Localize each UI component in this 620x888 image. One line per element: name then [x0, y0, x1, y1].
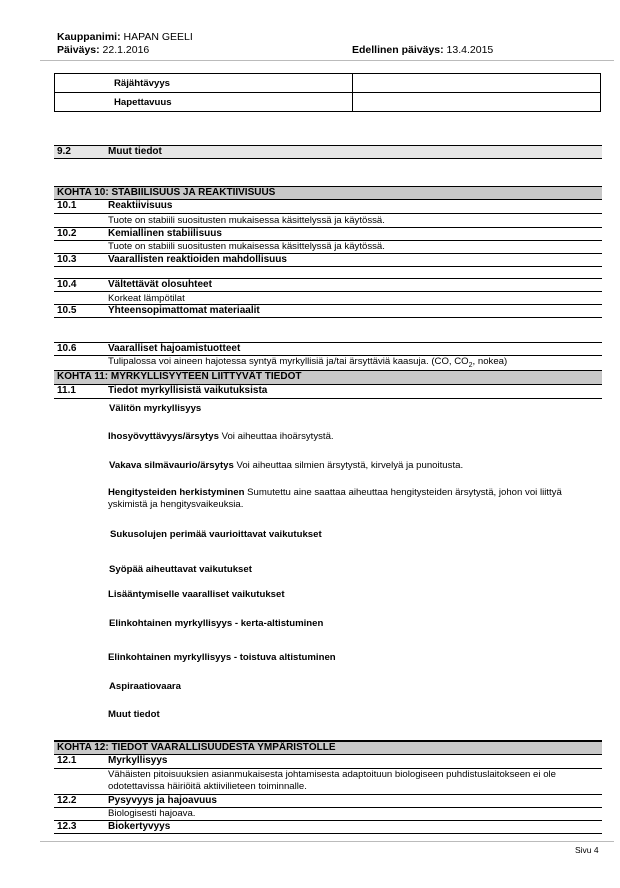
subsection-12-2	[54, 794, 602, 808]
tox-label: Välitön myrkyllisyys	[109, 403, 202, 414]
section-text: Korkeat lämpötilat	[108, 293, 185, 304]
section-text: Tuote on stabiili suositusten mukaisessa käsittelyssä ja käytössä.	[108, 241, 385, 252]
section-10-heading: KOHTA 10: STABIILISUUS JA REAKTIIVISUUS	[54, 186, 602, 200]
subsection-title: Muut tiedot	[108, 146, 162, 157]
tox-item	[109, 403, 201, 414]
subsection-number: 11.1	[57, 385, 76, 396]
subsection-10-6	[54, 342, 602, 356]
tox-item	[109, 460, 463, 471]
subsection-10-4	[54, 278, 602, 292]
text-part: , nokea)	[472, 356, 508, 367]
subsection-number: 10.3	[57, 254, 77, 265]
subsection-title: Yhteensopimattomat materiaalit	[108, 305, 260, 316]
tox-label: Muut tiedot	[108, 709, 160, 720]
subsection-12-3	[54, 820, 602, 834]
table-row: Hapettavuus	[114, 97, 172, 108]
header-date	[57, 44, 149, 56]
subsection-10-5	[54, 304, 602, 318]
subsection-number: 10.6	[57, 343, 77, 354]
tox-label: Vakava silmävaurio/ärsytys	[109, 460, 234, 471]
subsection-title: Biokertyvyys	[108, 821, 171, 832]
subsection-number: 10.5	[57, 305, 77, 316]
subsection-10-3	[54, 253, 602, 267]
section-11-heading: KOHTA 11: MYRKYLLISYYTEEN LIITTYVÄT TIEDOT	[54, 370, 602, 385]
tox-label: Elinkohtainen myrkyllisyys - toistuva altistuminen	[108, 652, 336, 663]
table-divider-horizontal	[55, 92, 600, 93]
table-row: Räjähtävyys	[114, 78, 170, 89]
tox-text: Sumutettu aine saattaa aiheuttaa hengitysteiden ärsytystä, johon voi liittyä yskimistä ja hengitysvaikeuksia.	[108, 487, 562, 510]
tox-item	[109, 681, 181, 692]
subsection-10-1	[54, 200, 602, 214]
subsection-9-2	[54, 145, 602, 159]
header-product	[57, 31, 193, 43]
subsection-number: 10.1	[57, 200, 77, 211]
tox-item	[108, 487, 593, 511]
subsection-number: 12.3	[57, 821, 77, 832]
section-text: Biologisesti hajoava.	[108, 808, 196, 819]
subsection-number: 12.1	[57, 755, 77, 766]
tox-label: Elinkohtainen myrkyllisyys - kerta-altistuminen	[109, 618, 324, 629]
subsection-number: 10.2	[57, 228, 77, 239]
section-text: Tuote on stabiili suositusten mukaisessa käsittelyssä ja käytössä.	[108, 215, 385, 226]
tox-item	[108, 652, 336, 663]
subsection-title: Vältettävät olosuhteet	[108, 279, 212, 290]
tox-label: Lisääntymiselle vaaralliset vaikutukset	[108, 589, 285, 600]
product-label: Kauppanimi:	[57, 31, 121, 43]
date-label: Päiväys:	[57, 44, 100, 56]
footer-divider	[40, 841, 614, 842]
date-value: 22.1.2016	[102, 44, 150, 56]
section-text: Vähäisten pitoisuuksien asianmukaisesta johtamisesta adaptoituun biologiseen puhdistuslaitokseen ei ole odotettavissa häiriöitä aktiivilieteen toiminnalle.	[108, 769, 556, 792]
subsection-number: 12.2	[57, 795, 77, 806]
tox-item	[109, 618, 323, 629]
header-divider	[40, 60, 614, 61]
tox-item	[108, 589, 285, 600]
tox-item	[108, 431, 334, 442]
subscript: 2	[468, 361, 473, 369]
subsection-number: 10.4	[57, 279, 77, 290]
subsection-title: Myrkyllisyys	[108, 755, 168, 766]
section-text	[108, 356, 507, 369]
tox-label: Aspiraatiovaara	[109, 681, 181, 692]
subsection-title: Tiedot myrkyllisistä vaikutuksista	[108, 385, 268, 396]
subsection-10-2	[54, 227, 602, 241]
prev-date-label: Edellinen päiväys:	[352, 44, 444, 56]
prev-date-value: 13.4.2015	[446, 44, 494, 56]
tox-item	[110, 529, 322, 540]
subsection-title: Vaarallisten reaktioiden mahdollisuus	[108, 254, 287, 265]
subsection-12-1	[54, 755, 602, 769]
section-12-heading: KOHTA 12: TIEDOT VAARALLISUUDESTA YMPÄRISTÖLLE	[54, 740, 602, 755]
subsection-number: 9.2	[57, 146, 71, 157]
properties-table	[54, 73, 601, 112]
tox-label: Ihosyövyttävyys/ärsytys	[108, 431, 219, 442]
header-prev-date	[352, 44, 493, 56]
page-number: Sivu 4	[575, 845, 599, 855]
subsection-11-1	[54, 385, 602, 399]
tox-label: Sukusolujen perimää vaurioittavat vaikutukset	[110, 529, 322, 540]
tox-label: Hengitysteiden herkistyminen	[108, 487, 245, 498]
text-part: Tulipalossa voi aineen hajotessa syntyä myrkyllisiä ja/tai ärsyttäviä kaasuja. (CO, CO	[108, 356, 469, 367]
tox-item	[108, 709, 160, 720]
tox-text: Voi aiheuttaa silmien ärsytystä, kirvelyä ja punoitusta.	[233, 460, 464, 471]
tox-text: Voi aiheuttaa ihoärsytystä.	[218, 431, 334, 442]
tox-label: Syöpää aiheuttavat vaikutukset	[109, 564, 252, 575]
subsection-title: Kemiallinen stabiilisuus	[108, 228, 222, 239]
subsection-title: Reaktiivisuus	[108, 200, 173, 211]
subsection-title: Vaaralliset hajoamistuotteet	[108, 343, 241, 354]
tox-item	[109, 564, 252, 575]
product-value: HAPAN GEELI	[123, 31, 193, 43]
subsection-title: Pysyvyys ja hajoavuus	[108, 795, 217, 806]
